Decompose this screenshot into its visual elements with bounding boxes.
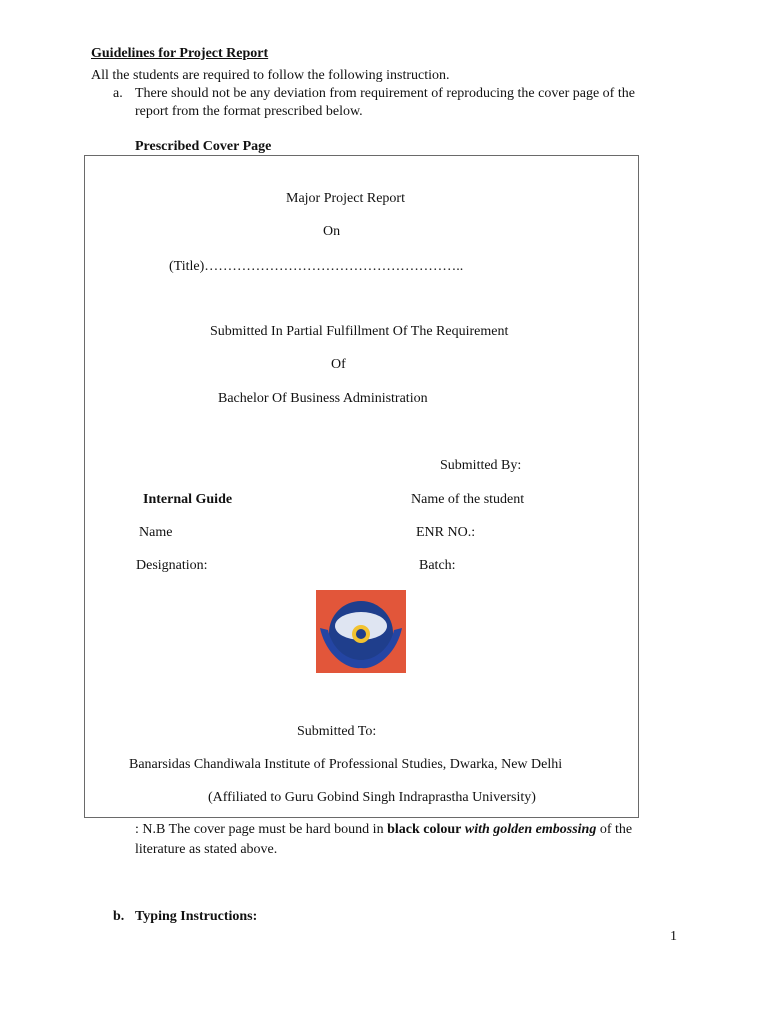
note-suffix: of the	[596, 822, 633, 837]
cover-page-heading: Prescribed Cover Page	[135, 139, 272, 154]
note-line-2: literature as stated above.	[135, 842, 278, 857]
institute-logo	[316, 590, 406, 673]
cover-page-frame	[84, 155, 639, 818]
cover-submitted-partial: Submitted In Partial Fulfillment Of The Requirement	[210, 324, 509, 339]
cover-guide-name: Name	[139, 525, 173, 540]
cover-internal-guide: Internal Guide	[143, 492, 233, 507]
cover-student-name: Name of the student	[411, 492, 525, 507]
cover-degree: Bachelor Of Business Administration	[218, 391, 428, 406]
cover-batch: Batch:	[419, 558, 456, 573]
document-heading: Guidelines for Project Report	[91, 46, 269, 61]
cover-affiliation: (Affiliated to Guru Gobind Singh Indraprastha University)	[208, 790, 536, 805]
cover-submitted-to: Submitted To:	[297, 724, 377, 739]
cover-on: On	[323, 224, 341, 239]
cover-submitted-by: Submitted By:	[440, 458, 522, 473]
note-black-colour: black colour	[387, 822, 462, 837]
logo-center-core	[356, 629, 366, 639]
cover-designation: Designation:	[136, 558, 208, 573]
cover-institute: Banarsidas Chandiwala Institute of Professional Studies, Dwarka, New Delhi	[129, 757, 563, 772]
intro-text: All the students are required to follow the following instruction.	[91, 68, 450, 83]
item-b-marker: b.	[113, 909, 125, 924]
institute-logo-emblem	[316, 590, 406, 673]
cover-title-placeholder: (Title)………………………………………………..	[169, 259, 464, 274]
cover-enr-no: ENR NO.:	[416, 525, 476, 540]
item-a-marker: a.	[113, 86, 123, 101]
item-a-line-2: report from the format prescribed below.	[135, 104, 363, 119]
item-a-line-1: There should not be any deviation from requirement of reproducing the cover page of the	[135, 86, 635, 101]
note-line-1	[135, 821, 632, 839]
cover-of: Of	[331, 357, 346, 372]
note-prefix: : N.B The cover page must be hard bound in	[135, 822, 388, 837]
page-number: 1	[670, 929, 677, 944]
cover-title: Major Project Report	[286, 191, 405, 206]
note-golden-embossing: with golden embossing	[464, 822, 597, 837]
item-b-label: Typing Instructions:	[135, 909, 258, 924]
